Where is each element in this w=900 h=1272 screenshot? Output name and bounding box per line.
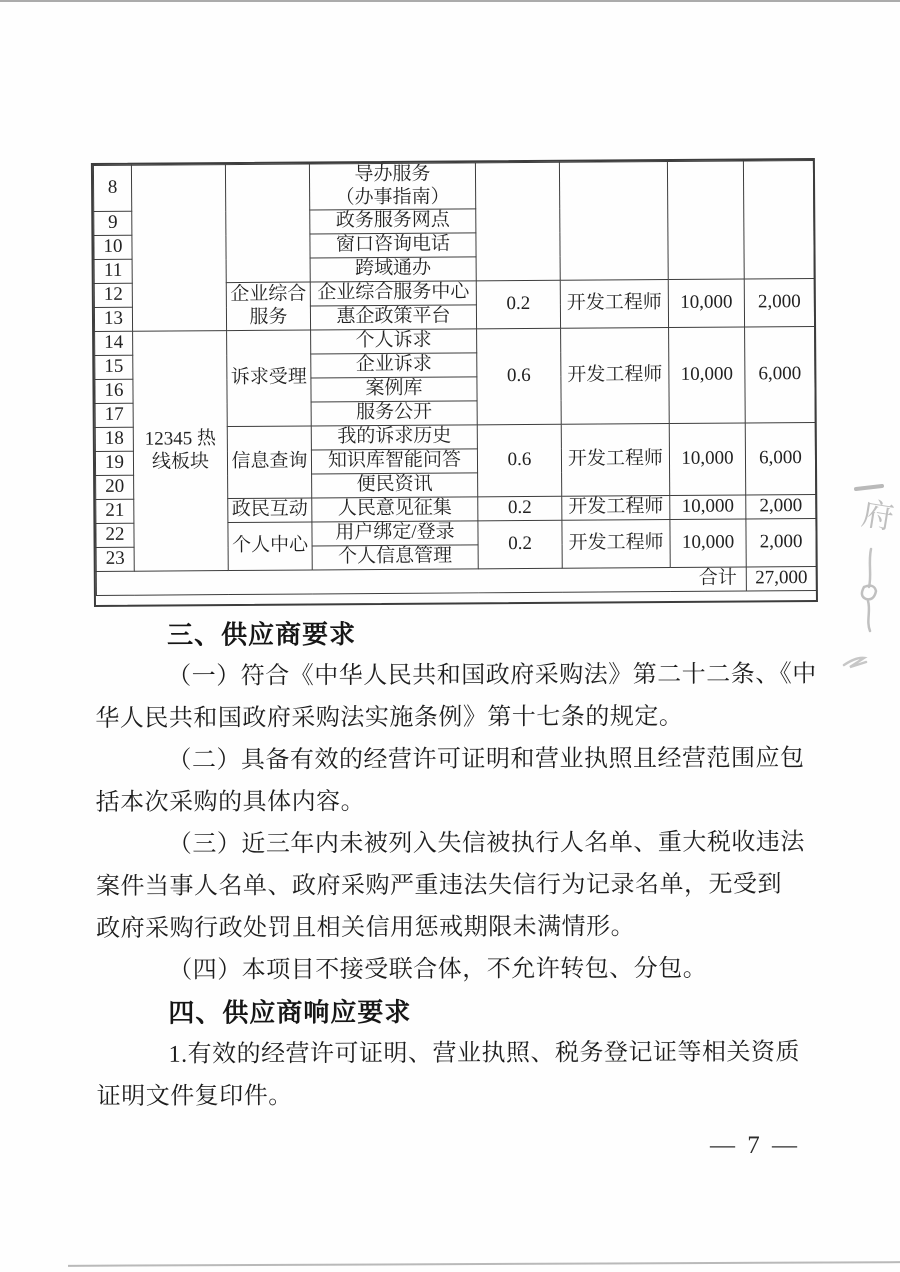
handwritten-margin-mark bbox=[838, 483, 900, 693]
table-cell: 0.6 bbox=[477, 424, 562, 497]
table-cell: 6,000 bbox=[745, 422, 816, 494]
table-cell: 6,000 bbox=[745, 326, 816, 422]
table-cell: 10,000 bbox=[670, 519, 746, 568]
table-cell bbox=[131, 165, 226, 332]
table-cell: 便民资讯 bbox=[312, 473, 478, 498]
table-cell: 诉求受理 bbox=[227, 330, 312, 427]
scan-edge-top-line bbox=[0, 0, 900, 2]
procurement-table bbox=[93, 160, 817, 596]
row-number-cell: 21 bbox=[96, 499, 134, 523]
table-row bbox=[95, 326, 815, 355]
table-cell: 用户绑定/登录 bbox=[312, 521, 478, 546]
svg-text:府: 府 bbox=[859, 495, 897, 536]
table-cell: 2,000 bbox=[746, 518, 816, 566]
table-cell bbox=[225, 164, 310, 283]
table-cell: 12345 热 线板块 bbox=[133, 331, 229, 572]
row-number-cell: 9 bbox=[94, 211, 132, 235]
text-line: 政府采购行政处罚且相关信用惩戒期限未满情形。 bbox=[96, 914, 636, 942]
text-line: （三）近三年内未被列入失信被执行人名单、重大税收违法 bbox=[167, 829, 805, 858]
table-cell: 10,000 bbox=[669, 327, 746, 424]
table-cell: 开发工程师 bbox=[560, 279, 668, 328]
row-number-cell: 8 bbox=[93, 165, 131, 211]
section-heading-supplier-response-requirements: 四、供应商响应要求 bbox=[168, 996, 412, 1028]
table-cell: 服务公开 bbox=[311, 401, 477, 426]
table-row bbox=[96, 566, 816, 595]
text-line: （四）本项目不接受联合体，不允许转包、分包。 bbox=[168, 955, 708, 984]
row-number-cell: 22 bbox=[96, 523, 134, 547]
table-cell bbox=[559, 161, 668, 280]
table-cell: 企业综合服务中心 bbox=[310, 281, 476, 306]
table-cell: 信息查询 bbox=[227, 426, 312, 499]
row-number-cell: 12 bbox=[94, 283, 132, 307]
row-number-cell: 13 bbox=[94, 307, 132, 331]
total-value: 27,000 bbox=[746, 566, 816, 590]
table-cell: 0.6 bbox=[477, 328, 562, 425]
table-cell: 惠企政策平台 bbox=[310, 305, 476, 330]
table-cell: 2,000 bbox=[746, 494, 816, 518]
row-number-cell: 20 bbox=[96, 475, 134, 499]
table-cell: 开发工程师 bbox=[561, 327, 670, 424]
table-cell: 跨域通办 bbox=[310, 257, 476, 282]
table-cell: 案例库 bbox=[311, 377, 477, 402]
table-cell: 开发工程师 bbox=[562, 495, 670, 520]
table-cell: 我的诉求历史 bbox=[311, 425, 477, 450]
scan-edge-bottom-line bbox=[68, 1261, 900, 1267]
page-number: — 7 — bbox=[710, 1132, 800, 1159]
text-line: 括本次采购的具体内容。 bbox=[95, 789, 366, 816]
table-cell: 窗口咨询电话 bbox=[310, 233, 476, 258]
row-number-cell: 18 bbox=[95, 427, 133, 451]
table-row bbox=[93, 160, 813, 211]
row-number-cell: 17 bbox=[95, 403, 133, 427]
table-cell: 个人中心 bbox=[228, 522, 312, 571]
table-cell: 企业诉求 bbox=[311, 353, 477, 378]
section-heading-supplier-requirements: 三、供应商要求 bbox=[167, 619, 357, 650]
row-number-cell: 23 bbox=[96, 547, 134, 571]
table-cell: 开发工程师 bbox=[562, 519, 670, 568]
service-pricing-table-frame bbox=[91, 158, 818, 607]
table-cell: 2,000 bbox=[744, 278, 814, 326]
table-cell: 导办服务 （办事指南） bbox=[309, 163, 475, 210]
row-number-cell: 19 bbox=[95, 451, 133, 475]
table-cell: 开发工程师 bbox=[561, 423, 670, 496]
table-cell bbox=[743, 160, 814, 278]
table-cell: 知识库智能问答 bbox=[311, 449, 477, 474]
table-cell: 10,000 bbox=[668, 279, 744, 328]
text-line: 案件当事人名单、政府采购严重违法失信行为记录名单，无受到 bbox=[95, 871, 782, 900]
text-line: 华人民共和国政府采购法实施条例》第十七条的规定。 bbox=[95, 703, 684, 732]
requirements-text-block bbox=[95, 611, 817, 1117]
row-number-cell: 11 bbox=[94, 259, 132, 283]
table-cell: 人民意见征集 bbox=[312, 497, 478, 522]
row-number-cell: 16 bbox=[95, 379, 133, 403]
table-cell: 个人信息管理 bbox=[312, 545, 478, 570]
total-label: 合计 bbox=[96, 567, 746, 596]
text-line: （一）符合《中华人民共和国政府采购法》第二十二条、《中 bbox=[167, 661, 817, 690]
table-cell: 10,000 bbox=[669, 423, 746, 496]
text-line: （二）具备有效的经营许可证明和营业执照且经营范围应包 bbox=[167, 745, 805, 774]
text-line: 证明文件复印件。 bbox=[96, 1083, 293, 1110]
table-cell: 0.2 bbox=[478, 496, 562, 521]
table-cell: 个人诉求 bbox=[311, 329, 477, 354]
table-cell: 10,000 bbox=[670, 495, 746, 520]
handwriting-squiggle-icon bbox=[838, 483, 900, 693]
row-number-cell: 15 bbox=[95, 355, 133, 379]
table-cell bbox=[475, 162, 560, 281]
table-cell bbox=[667, 161, 744, 280]
table-cell: 企业综合 服务 bbox=[226, 282, 310, 331]
row-number-cell: 10 bbox=[94, 235, 132, 259]
table-cell: 0.2 bbox=[478, 520, 562, 569]
row-number-cell: 14 bbox=[95, 331, 133, 355]
table-cell: 政民互动 bbox=[228, 498, 312, 523]
table-cell: 0.2 bbox=[476, 280, 560, 329]
text-line: 1.有效的经营许可证明、营业执照、税务登记证等相关资质 bbox=[168, 1039, 801, 1068]
table-cell: 政务服务网点 bbox=[310, 209, 476, 234]
